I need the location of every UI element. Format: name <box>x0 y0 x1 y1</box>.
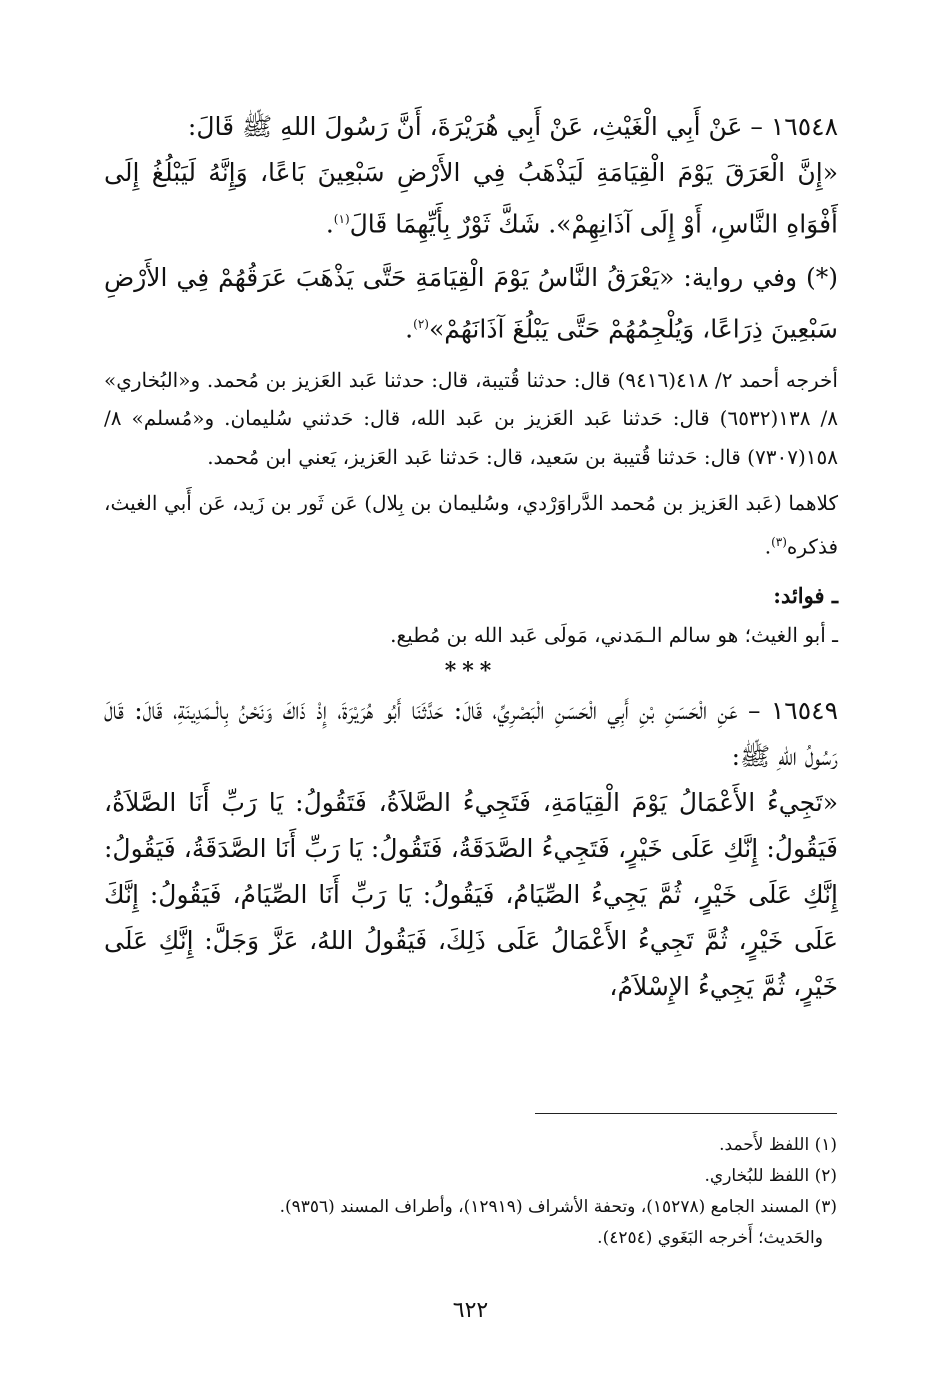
footnote-1: (١) اللفظ لأَحمد. <box>719 1135 837 1155</box>
hadith-16549-isnad: ١٦٥٤٩ – عَنِ الْحَسَنِ بْنِ أَبِي الْحَسَنِ الْبَصْرِيِّ، قَالَ: حَدَّثَنَا أَبُو هُرَيْرَةَ، إِذْ ذَاكَ وَنَحْنُ بِالْـمَدِينَةِ، قَالَ: قَالَ رَسُولُ اللهِ ﷺ: <box>104 695 838 771</box>
section-separator: *** <box>444 657 498 684</box>
footnotes <box>103 1130 837 1254</box>
hadith-16548-isnad: ١٦٥٤٨ – عَنْ أَبِي الْغَيْثِ، عَنْ أَبِي هُرَيْرَةَ، أَنَّ رَسُولَ اللهِ ﷺ قَالَ: <box>187 112 838 141</box>
hadith-16548-matn: «إِنَّ الْعَرَقَ يَوْمَ الْقِيَامَةِ لَيَذْهَبُ فِي الأَرْضِ سَبْعِينَ بَاعًا، وَإِنَّهُ لَيَبْلُغُ إِلَى أَفْوَاهِ النَّاسِ، أَوْ إِلَى آذَانِهِمْ». شَكَّ ثَوْرٌ بِأَيِّهِمَا قَالَ$^{(١)}$. <box>104 158 838 239</box>
fawaid-item: ـ أبو الغيث؛ هو سالم الـمَدني، مَولَى عَبد الله بن مُطيع. <box>390 622 838 647</box>
footnote-ref-3[interactable]: (٣) <box>771 534 787 549</box>
page-body <box>104 104 838 1010</box>
footnote-2: (٢) اللفظ للبُخاري. <box>704 1166 837 1186</box>
hadith-16549-matn: «تَجِيءُ الأَعْمَالُ يَوْمَ الْقِيَامَةِ، فَتَجِيءُ الصَّلاَةُ، فَتَقُولُ: يَا رَبِّ أَنَا الصَّلاَةُ، فَيَقُولُ: إِنَّكِ عَلَى خَيْرٍ، فَتَجِيءُ الصَّدَقَةُ، فَتَقُولُ: يَا رَبِّ أَنَا الصَّدَقَةُ، فَيَقُولُ: إِنَّكِ عَلَى خَيْرٍ، ثُمَّ يَجِيءُ الصِّيَامُ، فَيَقُولُ: يَا رَبِّ أَنَا الصِّيَامُ، فَيَقُولُ: إِنَّكَ عَلَى خَيْرٍ، ثُمَّ تَجِيءُ الأَعْمَالُ عَلَى ذَلِكَ، فَيَقُولُ اللهُ، عَزَّ وَجَلَّ: إِنَّكِ عَلَى خَيْرٍ، ثُمَّ يَجِيءُ الإِسْلاَمُ، <box>104 787 838 1001</box>
hadith-16548-takhrij: أخرجه أحمد ٢/ ٤١٨(٩٤١٦) قال: حدثنا قُتيبة، قال: حدثنا عَبد العَزيز بن مُحمد. و«البُخاري» ٨/ ١٣٨(٦٥٣٢) قال: حَدثنا عَبد العَزيز بن عَبد الله، قال: حَدثني سُليمان. و«مُسلم» ٨/ ١٥٨(٧٣٠٧) قال: حَدثنا قُتيبة بن سَعيد، قال: حَدثنا عَبد العَزيز، يَعني ابن مُحمد. <box>104 367 838 469</box>
hadith-16548-kilahuma: كلاهما (عَبد العَزيز بن مُحمد الدَّراوَرْدي، وسُليمان بن بِلال) عَن ثَور بن زَيد، عَن أَبي الغيث، فذكره$^{(٣)}$. <box>104 491 838 559</box>
footnote-3-continued: والحَديث؛ أَخرجه البَغَوي (٤٢٥٤). <box>597 1228 823 1248</box>
footnote-3: (٣) المسند الجامع (١٥٢٧٨)، وتحفة الأشراف (١٢٩١٩)، وأطراف المسند (٩٣٥٦). <box>279 1197 837 1217</box>
fawaid-heading: ـ فوائد: <box>773 582 838 608</box>
hadith-16548-riwaya: (*) وفي رواية: «يَعْرَقُ النَّاسُ يَوْمَ الْقِيَامَةِ حَتَّى يَذْهَبَ عَرَقُهُمْ فِي الأَرْضِ سَبْعِينَ ذِرَاعًا، وَيُلْجِمُهُمْ حَتَّى يَبْلُغَ آذَانَهُمْ»$^{(٢)}$. <box>104 263 838 344</box>
footnote-ref-2[interactable]: (٢) <box>413 317 429 332</box>
footnote-ref-1[interactable]: (١) <box>333 212 350 226</box>
footnote-divider <box>535 1113 837 1114</box>
page-number: ٦٢٢ <box>452 1298 489 1323</box>
